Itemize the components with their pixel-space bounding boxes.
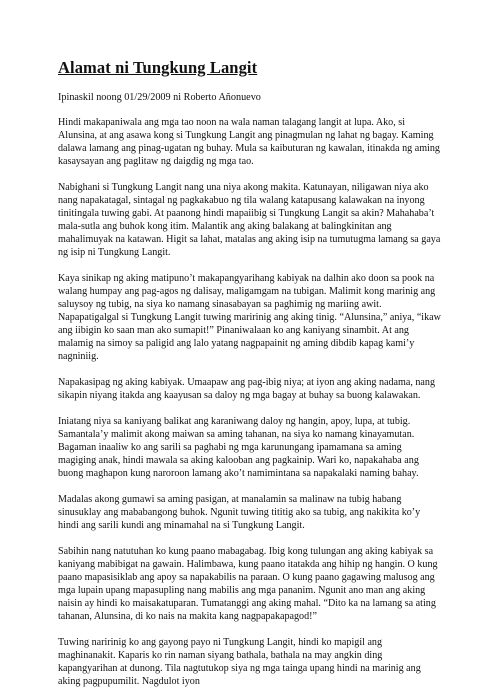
article-body [58,116,441,688]
byline: Ipinaskil noong 01/29/2009 ni Roberto Añonuevo [58,92,261,103]
paragraph: Napakasipag ng aking kabiyak. Umaapaw ang pag-ibig niya; at iyon ang aking nadama, nang sikapin niyang itakda ang kaayusan sa daloy ng mga bagay at buhay sa buong kalawakan. [58,377,435,401]
paragraph: Tuwing naririnig ko ang gayong payo ni Tungkung Langit, hindi ko mapigil ang maghinanakit. Kaparis ko rin naman siyang bathala, bathala na may angkin ding kapangyarihan at dunong. Tila nagtutukop siya ng mga tainga upang hindi na marinig ang aking pagpupumilit. Nagdulot iyon [58,637,421,687]
paragraph: Madalas akong gumawi sa aming pasigan, at manalamin sa malinaw na tubig habang sinusuklay ang mababangong buhok. Ngunit tuwing tititig ako sa tubig, ang nakikita ko’y hindi ang sarili kundi ang minamahal na si Tungkung Langit. [58,494,421,531]
paragraph: Kaya sinikap ng aking matipuno’t makapangyarihang kabiyak na dalhin ako doon sa pook na walang humpay ang pag-agos ng dalisay, maligamgam na tubigan. Malimit kong marinig ang saluysoy ng tubig, na siya ko namang sinasabayan sa paghimig ng mariing awit. Napapatigalgal si Tungkung Langit tuwing maririnig ang aking tinig. “Alunsina,” aniya, “ikaw ang iibigin ko saan man ako sumapit!” Pinaniwalaan ko ang kaniyang sinambit. At ang malamig na simoy sa paligid ang lalo yatang nagpapainit ng aming dibdib kapag kami’y nagniniig. [58,273,441,362]
paragraph: Iniatang niya sa kaniyang balikat ang karaniwang daloy ng hangin, apoy, lupa, at tubig. Samantala’y malimit akong maiwan sa aming tahanan, na siya ko namang kinayamutan. Bagaman inaaliw ko ang sarili sa paghabi ng mga karunungang ipamamana sa aming magiging anak, hindi mawala sa aking kalooban ang pagkainip. Wari ko, napakahaba ang buong maghapon kung naroroon lamang ako’t namimintana sa napakalaki naming bahay. [58,416,419,479]
paragraph: Hindi makapaniwala ang mga tao noon na wala naman talagang langit at lupa. Ako, si Alunsina, at ang asawa kong si Tungkung Langit ang pinagmulan ng lahat ng bagay. Kaming dalawa lamang ang pinag-ugatan ng buhay. Mula sa kaibuturan ng kawalan, itinakda ng aming kasaysayan ang paglitaw ng daigdig ng mga tao. [58,117,440,167]
paragraph: Sabihin nang natutuhan ko kung paano mabagabag. Ibig kong tulungan ang aking kabiyak sa kaniyang mabibigat na gawain. Halimbawa, kung paano itatakda ang hihip ng hangin. O kung paano mapasisiklab ang apoy sa napakabilis na paraan. O kung paano gagawing malusog ang mga lupain upang mapasupling nang mabilis ang mga pananim. Ngunit ano man ang aking naisin ay hindi ko maisakatuparan. Tumatanggi ang aking mahal. “Dito ka na lamang sa ating tahanan, Alunsina, di ko nais na makita kang nagpapakapagod!” [58,546,438,622]
page-title: Alamat ni Tungkung Langit [58,58,258,77]
paragraph: Nabighani si Tungkung Langit nang una niya akong makita. Katunayan, niligawan niya ako nang napakatagal, sintagal ng pagkakabuo ng tila walang katapusang kalawakan na inyong tinitingala tuwing gabi. At paanong hindi mapaiibig si Tungkung Langit sa akin? Mahahaba’t mala-sutla ang buhok kong itim. Malantik ang aking balakang at balingkinitan ang mahalimuyak na katawan. Higit sa lahat, matalas ang aking isip na tumutugma lamang sa gaya ng isip ni Tungkung Langit. [58,182,441,258]
